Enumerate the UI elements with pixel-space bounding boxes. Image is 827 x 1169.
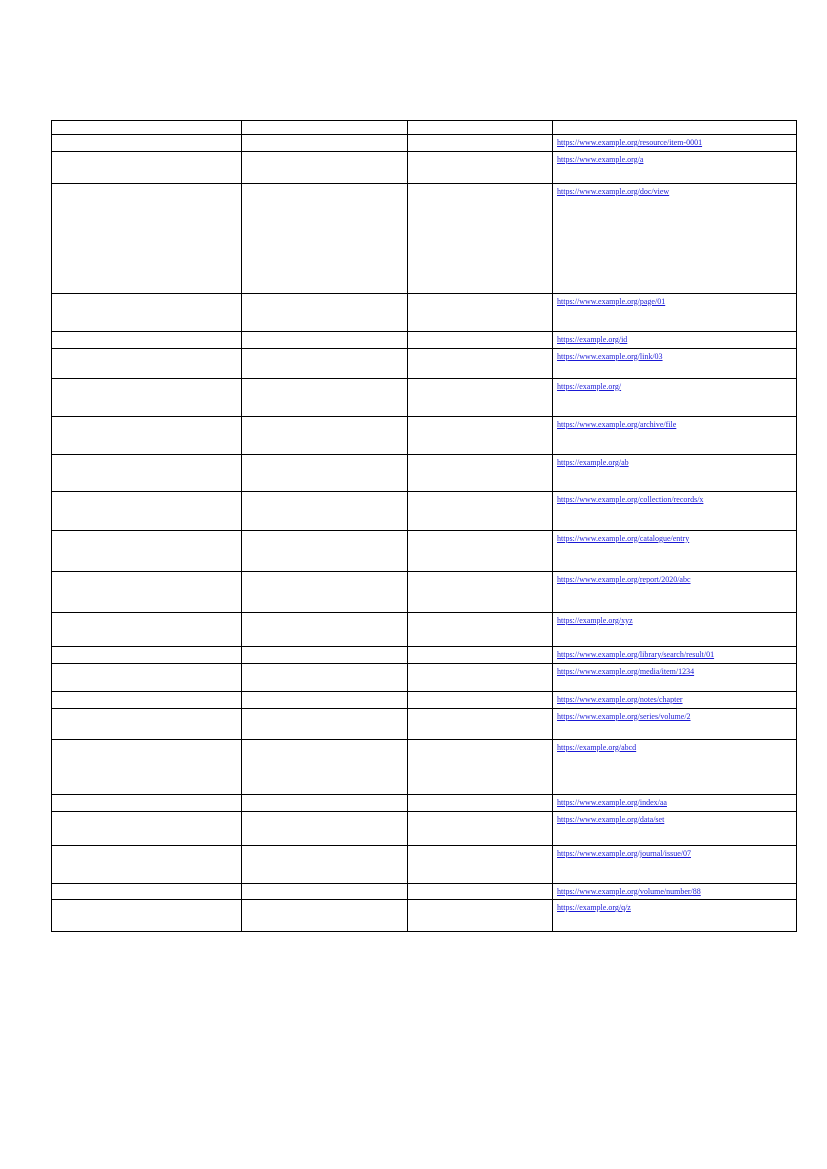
cell-a xyxy=(52,691,242,708)
cell-c xyxy=(408,348,553,378)
cell-b xyxy=(242,663,408,691)
cell-links xyxy=(553,646,797,663)
cell-a xyxy=(52,331,242,348)
table-row xyxy=(52,811,797,845)
external-link[interactable]: https://www.example.org/journal/issue/07 xyxy=(557,848,691,858)
cell-links xyxy=(553,883,797,900)
external-link[interactable]: https://www.example.org/volume/number/88 xyxy=(557,886,701,896)
external-link[interactable]: https://www.example.org/resource/item-0001 xyxy=(557,138,703,147)
table-row xyxy=(52,135,797,152)
cell-links xyxy=(553,691,797,708)
table-row xyxy=(52,845,797,883)
table-row xyxy=(52,612,797,646)
cell-b xyxy=(242,811,408,845)
external-link[interactable]: https://example.org/ab xyxy=(557,457,629,467)
cell-links xyxy=(553,348,797,378)
cell-a xyxy=(52,646,242,663)
cell-b xyxy=(242,530,408,571)
cell-b xyxy=(242,708,408,739)
cell-c xyxy=(408,491,553,530)
table-row xyxy=(52,348,797,378)
table-row xyxy=(52,691,797,708)
cell-c xyxy=(408,708,553,739)
cell-a xyxy=(52,135,242,152)
cell-c xyxy=(408,663,553,691)
cell-b xyxy=(242,612,408,646)
cell-a xyxy=(52,491,242,530)
cell-b xyxy=(242,348,408,378)
cell-a xyxy=(52,663,242,691)
cell-c xyxy=(408,794,553,811)
external-link[interactable]: https://www.example.org/index/aa xyxy=(557,797,667,807)
cell-links xyxy=(553,293,797,331)
table-row xyxy=(52,378,797,416)
external-link[interactable]: https://www.example.org/catalogue/entry xyxy=(557,533,690,543)
cell-b xyxy=(242,454,408,491)
cell-links xyxy=(553,491,797,530)
table-row xyxy=(52,530,797,571)
table-row xyxy=(52,183,797,293)
cell-a xyxy=(52,900,242,932)
external-link[interactable]: https://example.org/ xyxy=(557,381,622,391)
cell-b xyxy=(242,571,408,612)
external-link[interactable]: https://www.example.org/library/search/result/01 xyxy=(557,649,715,659)
cell-c xyxy=(408,900,553,932)
table-row xyxy=(52,739,797,794)
header-cell-3 xyxy=(408,121,553,135)
cell-a xyxy=(52,739,242,794)
header-cell-1 xyxy=(52,121,242,135)
cell-a xyxy=(52,708,242,739)
cell-links xyxy=(553,378,797,416)
table-row xyxy=(52,151,797,183)
cell-b xyxy=(242,378,408,416)
cell-b xyxy=(242,691,408,708)
table-row xyxy=(52,571,797,612)
cell-a xyxy=(52,530,242,571)
external-link[interactable]: https://www.example.org/collection/records/x xyxy=(557,494,704,504)
cell-links xyxy=(553,845,797,883)
cell-links xyxy=(553,454,797,491)
cell-c xyxy=(408,530,553,571)
cell-a xyxy=(52,293,242,331)
cell-links xyxy=(553,183,797,293)
cell-links xyxy=(553,739,797,794)
table-row xyxy=(52,708,797,739)
cell-links xyxy=(553,571,797,612)
cell-links xyxy=(553,530,797,571)
external-link[interactable]: https://example.org/id xyxy=(557,334,628,344)
cell-links xyxy=(553,811,797,845)
table-row xyxy=(52,646,797,663)
external-link[interactable]: https://www.example.org/a xyxy=(557,154,644,164)
table-row xyxy=(52,794,797,811)
cell-a xyxy=(52,378,242,416)
cell-c xyxy=(408,811,553,845)
cell-b xyxy=(242,794,408,811)
table-row xyxy=(52,416,797,454)
external-link[interactable]: https://www.example.org/page/01 xyxy=(557,296,666,306)
cell-a xyxy=(52,348,242,378)
external-link[interactable]: https://example.org/abcd xyxy=(557,742,637,752)
cell-c xyxy=(408,883,553,900)
cell-b xyxy=(242,883,408,900)
cell-links xyxy=(553,612,797,646)
cell-a xyxy=(52,794,242,811)
cell-c xyxy=(408,571,553,612)
cell-c xyxy=(408,293,553,331)
table-row xyxy=(52,883,797,900)
cell-links xyxy=(553,708,797,739)
cell-b xyxy=(242,293,408,331)
table-row xyxy=(52,293,797,331)
cell-a xyxy=(52,612,242,646)
cell-links xyxy=(553,794,797,811)
cell-c xyxy=(408,135,553,152)
cell-a xyxy=(52,151,242,183)
table-body xyxy=(52,121,797,932)
external-link[interactable]: https://www.example.org/notes/chapter xyxy=(557,694,683,704)
cell-a xyxy=(52,571,242,612)
table-row xyxy=(52,663,797,691)
cell-b xyxy=(242,331,408,348)
cell-a xyxy=(52,183,242,293)
external-link[interactable]: https://www.example.org/report/2020/abc xyxy=(557,574,691,584)
cell-b xyxy=(242,900,408,932)
cell-c xyxy=(408,183,553,293)
cell-c xyxy=(408,331,553,348)
external-link[interactable]: https://www.example.org/doc/view xyxy=(557,186,670,196)
external-link[interactable]: https://example.org/xyz xyxy=(557,615,633,625)
cell-b xyxy=(242,151,408,183)
cell-c xyxy=(408,454,553,491)
external-link[interactable]: https://example.org/q/z xyxy=(557,903,631,913)
cell-b xyxy=(242,416,408,454)
cell-a xyxy=(52,416,242,454)
external-link[interactable]: https://www.example.org/data/set xyxy=(557,814,665,824)
external-link[interactable]: https://www.example.org/media/item/1234 xyxy=(557,666,695,676)
cell-links xyxy=(553,151,797,183)
table-row xyxy=(52,491,797,530)
cell-c xyxy=(408,151,553,183)
cell-c xyxy=(408,416,553,454)
table-row xyxy=(52,454,797,491)
cell-links xyxy=(553,331,797,348)
header-cell-2 xyxy=(242,121,408,135)
cell-links xyxy=(553,663,797,691)
cell-b xyxy=(242,739,408,794)
cell-a xyxy=(52,883,242,900)
cell-b xyxy=(242,135,408,152)
data-table xyxy=(51,120,797,932)
cell-b xyxy=(242,183,408,293)
cell-links xyxy=(553,900,797,932)
external-link[interactable]: https://www.example.org/series/volume/2 xyxy=(557,711,691,721)
cell-b xyxy=(242,646,408,663)
cell-a xyxy=(52,845,242,883)
table-row xyxy=(52,331,797,348)
cell-c xyxy=(408,646,553,663)
cell-c xyxy=(408,739,553,794)
cell-links xyxy=(553,135,797,152)
cell-a xyxy=(52,811,242,845)
external-link[interactable]: https://www.example.org/link/03 xyxy=(557,351,663,361)
cell-c xyxy=(408,845,553,883)
cell-c xyxy=(408,691,553,708)
cell-c xyxy=(408,612,553,646)
table-row xyxy=(52,900,797,932)
cell-c xyxy=(408,378,553,416)
cell-b xyxy=(242,491,408,530)
cell-a xyxy=(52,454,242,491)
cell-links xyxy=(553,416,797,454)
external-link[interactable]: https://www.example.org/archive/file xyxy=(557,419,677,429)
table-header-row xyxy=(52,121,797,135)
header-cell-4 xyxy=(553,121,797,135)
cell-b xyxy=(242,845,408,883)
